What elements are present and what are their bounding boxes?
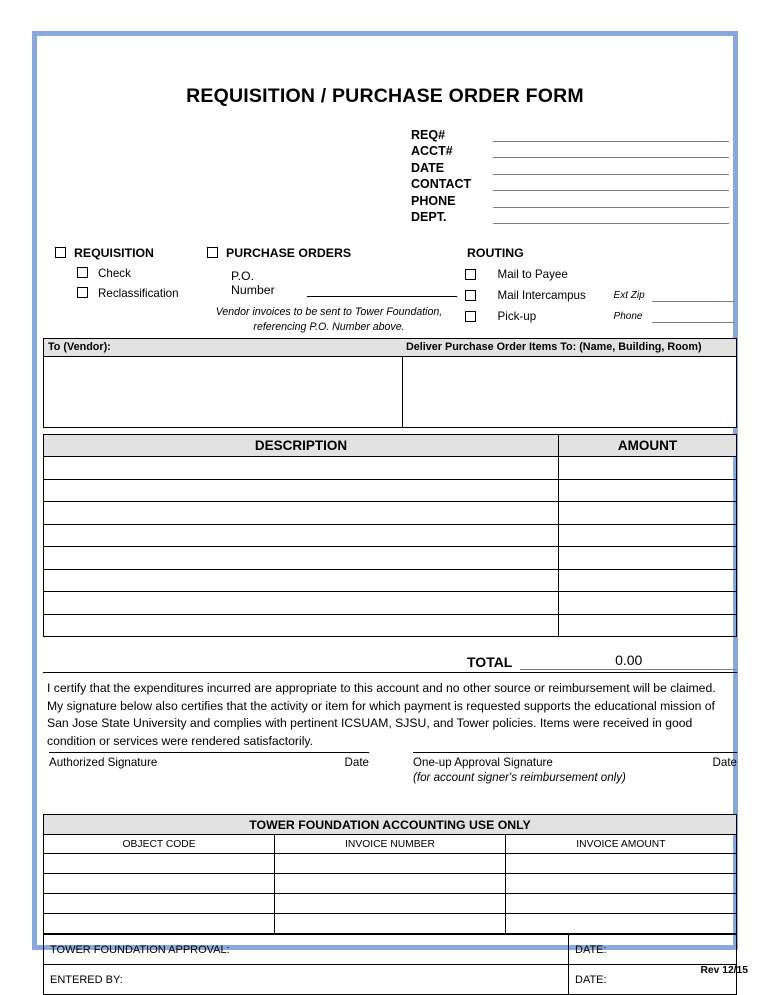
items-table-header-row bbox=[44, 435, 736, 457]
table-row[interactable] bbox=[44, 524, 736, 547]
authorized-signature-label: Authorized Signature bbox=[49, 756, 158, 769]
phone-label: Phone bbox=[613, 311, 643, 322]
table-row[interactable] bbox=[44, 914, 736, 934]
header-field-label: ACCT# bbox=[411, 144, 453, 158]
purchase-orders-checkbox[interactable] bbox=[207, 247, 218, 258]
reclassification-checkbox[interactable] bbox=[77, 287, 88, 298]
tower-foundation-approval-label: TOWER FOUNDATION APPROVAL: bbox=[44, 935, 569, 965]
pick-up-label: Pick-up bbox=[497, 310, 537, 323]
vendor-delivery-box bbox=[43, 338, 737, 428]
entered-by-date-label: DATE: bbox=[569, 965, 737, 995]
invoice-amount-cell[interactable] bbox=[505, 874, 736, 894]
object-code-cell[interactable] bbox=[44, 874, 275, 894]
mail-to-payee-spacer bbox=[652, 269, 735, 281]
accounting-footer-table bbox=[44, 934, 736, 994]
dept-input[interactable] bbox=[493, 210, 729, 224]
invoice-amount-cell[interactable] bbox=[505, 914, 736, 934]
header-field-label: DATE bbox=[411, 160, 445, 175]
header-field-label: DEPT. bbox=[411, 210, 447, 224]
authorized-signature-labels bbox=[49, 753, 369, 769]
purchase-orders-group bbox=[207, 246, 457, 334]
amount-cell[interactable] bbox=[559, 479, 737, 502]
accounting-section bbox=[43, 814, 737, 995]
column-header-invoice-number: INVOICE NUMBER bbox=[275, 835, 506, 854]
date-input[interactable] bbox=[493, 161, 729, 175]
invoice-number-cell[interactable] bbox=[275, 894, 506, 914]
vendor-invoice-note-line2: referencing P.O. Number above. bbox=[253, 320, 405, 333]
items-table bbox=[43, 434, 737, 637]
check-checkbox[interactable] bbox=[77, 267, 88, 278]
invoice-amount-cell[interactable] bbox=[505, 854, 736, 874]
invoice-amount-cell[interactable] bbox=[505, 894, 736, 914]
authorized-date-label: Date bbox=[344, 756, 369, 769]
header-field-date bbox=[411, 158, 729, 175]
object-code-cell[interactable] bbox=[44, 854, 275, 874]
to-vendor-column bbox=[44, 339, 403, 427]
mail-intercampus-checkbox[interactable] bbox=[465, 290, 476, 301]
oneup-date-label: Date bbox=[712, 756, 737, 769]
deliver-to-column bbox=[402, 339, 736, 427]
total-label: TOTAL bbox=[467, 654, 513, 670]
invoice-number-cell[interactable] bbox=[275, 854, 506, 874]
accounting-table bbox=[44, 815, 736, 934]
check-label: Check bbox=[98, 267, 131, 280]
routing-option-mail-intercampus[interactable] bbox=[465, 289, 735, 302]
column-header-invoice-amount: INVOICE AMOUNT bbox=[505, 835, 736, 854]
ext-zip-label: Ext Zip bbox=[613, 290, 645, 301]
description-cell[interactable] bbox=[44, 479, 559, 502]
routing-phone-input[interactable] bbox=[652, 310, 735, 323]
phone-input[interactable] bbox=[493, 194, 729, 208]
column-header-object-code: OBJECT CODE bbox=[44, 835, 275, 854]
table-row[interactable] bbox=[44, 854, 736, 874]
table-row[interactable] bbox=[44, 547, 736, 570]
description-cell[interactable] bbox=[44, 457, 559, 480]
mail-intercampus-label: Mail Intercampus bbox=[497, 289, 586, 302]
table-row[interactable] bbox=[44, 894, 736, 914]
to-vendor-header: To (Vendor): bbox=[44, 339, 402, 357]
to-vendor-input[interactable] bbox=[44, 357, 402, 425]
page-title: REQUISITION / PURCHASE ORDER FORM bbox=[186, 85, 584, 107]
column-header-amount: AMOUNT bbox=[559, 435, 737, 457]
accounting-title-row bbox=[44, 815, 736, 835]
accounting-header-row bbox=[44, 835, 736, 854]
po-number-row bbox=[231, 269, 457, 297]
po-number-input[interactable] bbox=[307, 283, 457, 297]
object-code-cell[interactable] bbox=[44, 894, 275, 914]
header-field-phone bbox=[411, 191, 729, 208]
vendor-invoice-note bbox=[207, 305, 451, 334]
table-row[interactable] bbox=[44, 502, 736, 525]
ext-zip-input[interactable] bbox=[652, 289, 735, 302]
mail-to-payee-checkbox[interactable] bbox=[465, 269, 476, 280]
header-field-label: CONTACT bbox=[411, 177, 472, 191]
amount-cell[interactable] bbox=[559, 592, 737, 615]
total-value: 0.00 bbox=[520, 652, 737, 670]
revision-note: Rev 12/15 bbox=[700, 965, 748, 976]
header-field-dept bbox=[411, 208, 729, 225]
amount-cell[interactable] bbox=[559, 524, 737, 547]
amount-cell[interactable] bbox=[559, 547, 737, 570]
certification-divider bbox=[43, 672, 737, 673]
oneup-signature-labels bbox=[413, 753, 737, 769]
requisition-option-reclassification[interactable] bbox=[77, 287, 179, 300]
amount-cell[interactable] bbox=[559, 569, 737, 592]
req-input[interactable] bbox=[493, 128, 729, 142]
amount-cell[interactable] bbox=[559, 614, 737, 636]
header-field-acct bbox=[411, 142, 729, 159]
deliver-to-input[interactable] bbox=[402, 357, 736, 425]
header-fields bbox=[411, 125, 729, 224]
header-field-label: REQ# bbox=[411, 127, 446, 142]
amount-cell[interactable] bbox=[559, 502, 737, 525]
tower-foundation-approval-row[interactable] bbox=[44, 935, 736, 965]
header-field-label: PHONE bbox=[411, 193, 456, 208]
reclassification-label: Reclassification bbox=[98, 287, 179, 300]
certification-text: I certify that the expenditures incurred are appropriate to this account and no other source or reimbursement will be claimed. My signature below also certifies that the activity or item for which payment is requested supports the educational mission of San Jose State University and complies with pertinent ICSUAM, SJSU, and Tower policies. Items were received in good condition or services were rendered satisfactorily. bbox=[47, 681, 716, 748]
acct-input[interactable] bbox=[493, 144, 729, 158]
vendor-invoice-note-line1: Vendor invoices to be sent to Tower Foundation, bbox=[215, 306, 443, 318]
description-cell[interactable] bbox=[44, 524, 559, 547]
pick-up-checkbox[interactable] bbox=[465, 311, 476, 322]
po-number-label: P.O. Number bbox=[231, 269, 275, 297]
entered-by-row[interactable] bbox=[44, 965, 736, 995]
purchase-orders-title: PURCHASE ORDERS bbox=[226, 246, 352, 260]
table-row[interactable] bbox=[44, 592, 736, 615]
requisition-group bbox=[55, 246, 179, 300]
routing-option-pick-up[interactable] bbox=[465, 310, 735, 323]
tower-foundation-approval-date-label: DATE: bbox=[569, 935, 737, 965]
description-cell[interactable] bbox=[44, 502, 559, 525]
requisition-checkbox[interactable] bbox=[55, 247, 66, 258]
table-row[interactable] bbox=[44, 569, 736, 592]
table-row[interactable] bbox=[44, 614, 736, 636]
header-field-req bbox=[411, 125, 729, 142]
oneup-approval-block bbox=[413, 752, 737, 784]
mail-to-payee-label: Mail to Payee bbox=[497, 268, 568, 281]
requisition-title-row bbox=[55, 246, 179, 260]
contact-input[interactable] bbox=[493, 177, 729, 191]
routing-option-mail-to-payee[interactable] bbox=[465, 268, 735, 281]
table-row[interactable] bbox=[44, 479, 736, 502]
entered-by-label: ENTERED BY: bbox=[44, 965, 569, 995]
invoice-number-cell[interactable] bbox=[275, 874, 506, 894]
requisition-title: REQUISITION bbox=[74, 246, 154, 260]
object-code-cell[interactable] bbox=[44, 914, 275, 934]
header-field-contact bbox=[411, 175, 729, 192]
routing-title: ROUTING bbox=[467, 246, 524, 260]
oneup-signature-note: (for account signer's reimbursement only) bbox=[413, 771, 626, 784]
oneup-signature-label: One-up Approval Signature bbox=[413, 756, 553, 769]
accounting-title: TOWER FOUNDATION ACCOUNTING USE ONLY bbox=[44, 815, 736, 835]
description-cell[interactable] bbox=[44, 592, 559, 615]
amount-cell[interactable] bbox=[559, 457, 737, 480]
purchase-orders-title-row bbox=[207, 246, 457, 260]
description-cell[interactable] bbox=[44, 614, 559, 636]
authorized-signature-block bbox=[49, 752, 369, 769]
description-cell[interactable] bbox=[44, 569, 559, 592]
table-row[interactable] bbox=[44, 874, 736, 894]
column-header-description: DESCRIPTION bbox=[44, 435, 559, 457]
description-cell[interactable] bbox=[44, 547, 559, 570]
requisition-option-check[interactable] bbox=[77, 267, 179, 280]
invoice-number-cell[interactable] bbox=[275, 914, 506, 934]
table-row[interactable] bbox=[44, 457, 736, 480]
deliver-to-header: Deliver Purchase Order Items To: (Name, Building, Room) bbox=[402, 339, 736, 357]
total-row bbox=[467, 652, 737, 670]
routing-group bbox=[465, 246, 735, 323]
